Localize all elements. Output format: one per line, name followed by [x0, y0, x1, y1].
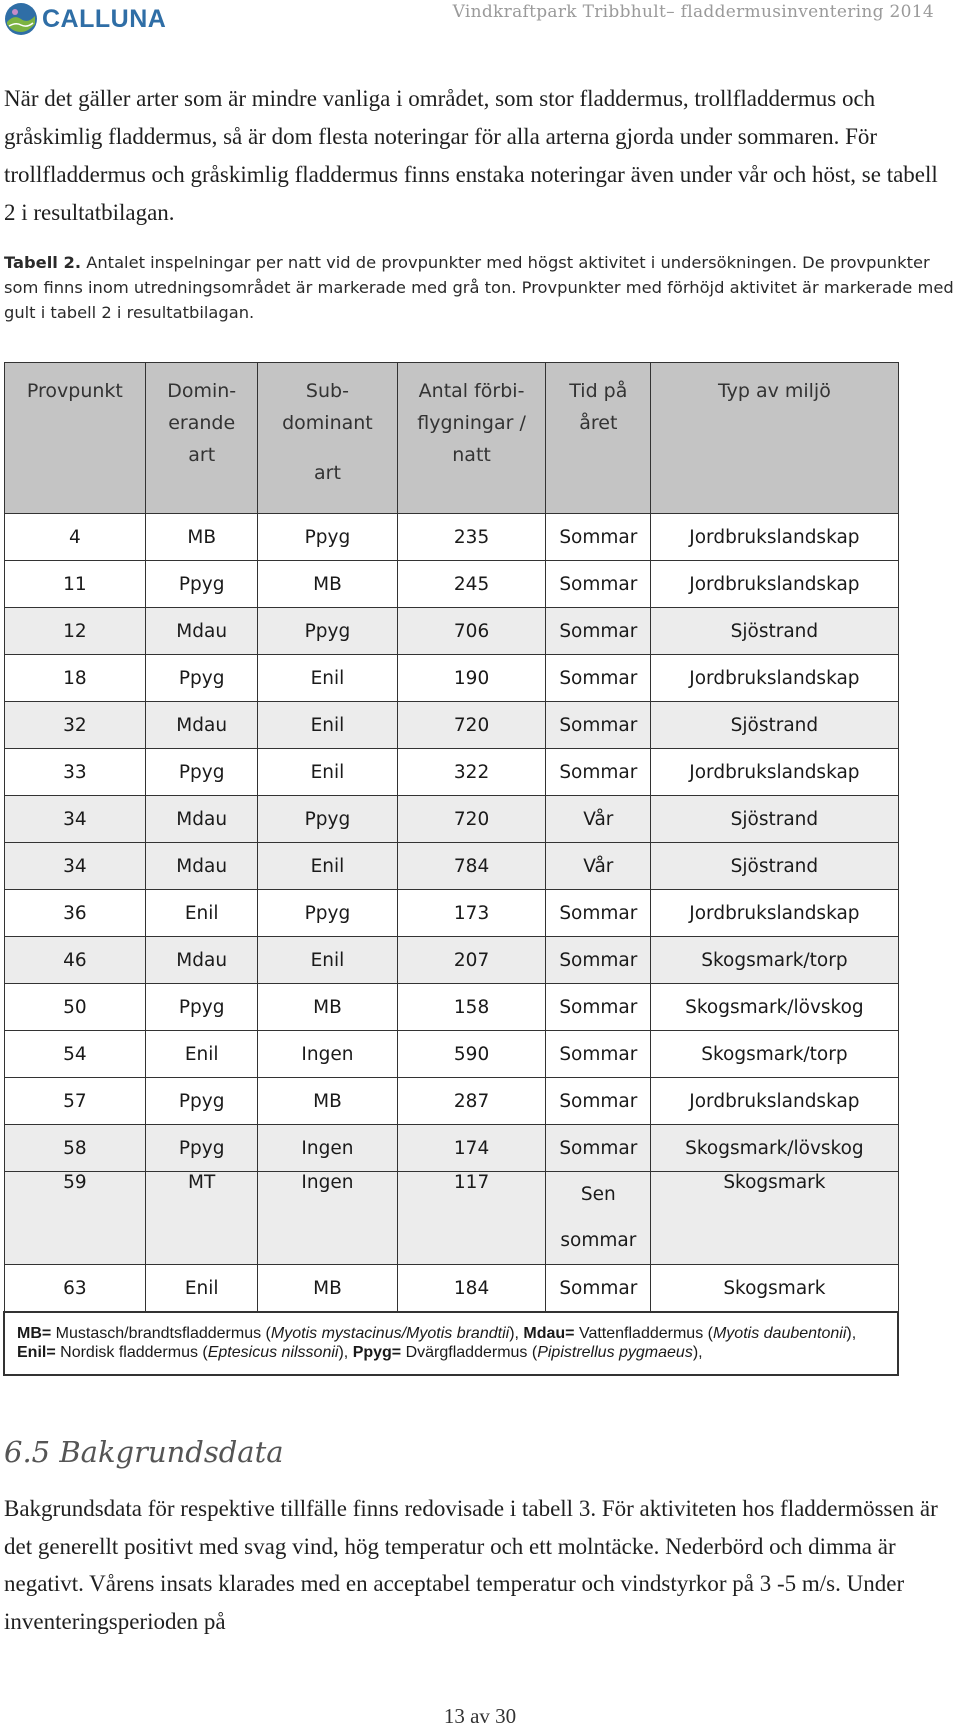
- table-cell: Sommar: [546, 702, 651, 749]
- table-cell: 33: [4, 749, 146, 796]
- table-cell: Ppyg: [258, 608, 398, 655]
- table-text: art: [313, 462, 341, 484]
- table-cell: 34: [4, 843, 146, 890]
- page-number: 13 av 30: [443, 1704, 517, 1728]
- header-tid-pa-aret: [546, 363, 651, 514]
- table-text: Mustasch/brandtsfladdermus (: [51, 1325, 271, 1342]
- table-cell: Sommar: [546, 1031, 651, 1078]
- table-row: [4, 1125, 898, 1172]
- table-cell: Jordbrukslandskap: [651, 890, 898, 937]
- intro-paragraph: När det gäller arter som är mindre vanliga i området, som stor fladdermus, trollfladdermus och gråskimlig fladdermus, så är dom flesta noteringar för alla arterna gjorda under sommaren. För trollfladdermus och gråskimlig fladdermus finns enstaka noteringar även under vår och höst, se tabell 2 i resultatbilagan.: [4, 86, 938, 225]
- table-cell: 57: [4, 1078, 146, 1125]
- table-row: [4, 1265, 898, 1313]
- table-cell: 207: [397, 937, 546, 984]
- table-text: Sub-: [305, 380, 349, 402]
- header-subdominant-art: [258, 363, 398, 514]
- table-row: [4, 514, 898, 561]
- table-text: Vattenfladdermus (: [574, 1325, 713, 1342]
- table-cell: Skogsmark/lövskog: [651, 1125, 898, 1172]
- table-text: Tid på: [569, 380, 628, 402]
- table-cell: Sommar: [546, 514, 651, 561]
- table-text: Mdau=: [523, 1325, 575, 1342]
- table-cell: Mdau: [146, 937, 258, 984]
- table-text: Myotis daubentonii: [712, 1325, 847, 1342]
- table-cell: Sjöstrand: [651, 843, 898, 890]
- table-cell: Skogsmark/torp: [651, 937, 898, 984]
- header-dominerande-art: [146, 363, 258, 514]
- table-cell: Sommar: [546, 890, 651, 937]
- table-text: Ppyg=: [352, 1344, 402, 1361]
- table-cell: Sommar: [546, 608, 651, 655]
- table-text: MB=: [17, 1325, 52, 1342]
- table-cell: Enil: [146, 1265, 258, 1313]
- table-cell: 36: [4, 890, 146, 937]
- table-cell: Vår: [546, 796, 651, 843]
- bat-activity-table: [3, 362, 899, 1376]
- table-cell: 117: [397, 1172, 546, 1265]
- table-cell: MT: [146, 1172, 258, 1265]
- table-row: [4, 608, 898, 655]
- table-cell: Sjöstrand: [651, 608, 898, 655]
- table-cell: Sommar: [546, 655, 651, 702]
- table-row: [4, 561, 898, 608]
- table-text: Pipistrellus pygmaeus: [537, 1344, 693, 1361]
- table-row: [4, 702, 898, 749]
- table-text: art: [188, 444, 216, 466]
- table-cell: Sommar: [546, 1265, 651, 1313]
- table-cell: MB: [258, 984, 398, 1031]
- table-text: Domin-: [167, 380, 237, 402]
- header-antal-forbiflygningar: [397, 363, 546, 514]
- table-row: [4, 890, 898, 937]
- table-cell: 245: [397, 561, 546, 608]
- table-text: flygningar /: [417, 412, 526, 434]
- table-cell: MB: [258, 561, 398, 608]
- table-cell: Ppyg: [258, 890, 398, 937]
- table-cell: Jordbrukslandskap: [651, 561, 898, 608]
- table-cell: 190: [397, 655, 546, 702]
- table-cell: Sommar: [546, 937, 651, 984]
- table-row: [4, 796, 898, 843]
- table-cell: Vår: [546, 843, 651, 890]
- table-text: Eptesicus nilssonii: [207, 1344, 339, 1361]
- table-cell: Ppyg: [146, 1078, 258, 1125]
- table-cell: Sjöstrand: [651, 796, 898, 843]
- table-text: Myotis mystacinus/Myotis brandtii: [270, 1325, 510, 1342]
- table-text: året: [579, 412, 618, 434]
- table-cell: Mdau: [146, 608, 258, 655]
- table-cell: 11: [4, 561, 146, 608]
- table-cell: Skogsmark: [651, 1265, 898, 1313]
- table-row: [4, 1031, 898, 1078]
- table-text: Dvärgfladdermus (: [401, 1344, 538, 1361]
- table-cell: 720: [397, 702, 546, 749]
- table-cell: Ingen: [258, 1172, 398, 1265]
- table-text: Antal förbi-: [418, 380, 525, 402]
- table-cell: Mdau: [146, 843, 258, 890]
- table-text: Enil=: [17, 1344, 56, 1361]
- table-cell: Sommar: [546, 1125, 651, 1172]
- table-cell: Sommar: [546, 561, 651, 608]
- table-cell: Enil: [146, 890, 258, 937]
- table-cell: 706: [397, 608, 546, 655]
- table-cell: Sommar: [546, 984, 651, 1031]
- table-cell: Jordbrukslandskap: [651, 514, 898, 561]
- calluna-logo: [4, 2, 166, 36]
- table-cell: Ppyg: [146, 749, 258, 796]
- table-cell: Enil: [258, 937, 398, 984]
- table-row: [4, 655, 898, 702]
- table-cell: 58: [4, 1125, 146, 1172]
- table-cell: MB: [258, 1265, 398, 1313]
- table-row: [4, 937, 898, 984]
- table-cell: 235: [397, 514, 546, 561]
- table-legend-row: [4, 1312, 898, 1375]
- table-cell: Ppyg: [146, 561, 258, 608]
- table-row: [4, 749, 898, 796]
- table-cell: 184: [397, 1265, 546, 1313]
- table-text: dominant: [282, 412, 373, 434]
- table-row: [4, 984, 898, 1031]
- table-cell: Enil: [146, 1031, 258, 1078]
- table-cell: 18: [4, 655, 146, 702]
- table-cell: 50: [4, 984, 146, 1031]
- table-cell: 46: [4, 937, 146, 984]
- table-row: [4, 1078, 898, 1125]
- table-cell: Ppyg: [146, 1125, 258, 1172]
- table-cell: Enil: [258, 843, 398, 890]
- species-legend: MB= Mustasch/brandtsfladdermus (Myotis mystacinus/Myotis brandtii), Mdau= Vattenfladdermus (Myotis daubentonii), Enil= Nordisk fladdermus (Eptesicus nilssonii), Ppyg= Dvärgfladdermus (Pipistrellus pygmaeus),: [4, 1312, 898, 1375]
- table-cell: Sjöstrand: [651, 702, 898, 749]
- table-cell: 173: [397, 890, 546, 937]
- table-cell: Sen sommar: [546, 1172, 651, 1265]
- table-cell: Ingen: [258, 1031, 398, 1078]
- table-cell: MB: [258, 1078, 398, 1125]
- table-cell: 4: [4, 514, 146, 561]
- table-cell: 784: [397, 843, 546, 890]
- table-cell: 158: [397, 984, 546, 1031]
- header-typ-av-miljo: [651, 363, 898, 514]
- table-cell: 322: [397, 749, 546, 796]
- logo-text: CALLUNA: [42, 4, 167, 33]
- table-cell: Jordbrukslandskap: [651, 749, 898, 796]
- table-cell: Ppyg: [146, 655, 258, 702]
- table-cell: 287: [397, 1078, 546, 1125]
- table-cell: Skogsmark: [651, 1172, 898, 1265]
- table-cell: 63: [4, 1265, 146, 1313]
- table-cell: Mdau: [146, 796, 258, 843]
- table-cell: Ppyg: [146, 984, 258, 1031]
- table-cell: Jordbrukslandskap: [651, 655, 898, 702]
- calluna-logo-icon: [4, 2, 38, 36]
- table-cell: Ppyg: [258, 514, 398, 561]
- table-cell: Enil: [258, 749, 398, 796]
- section-heading: 6.5 Bakgrundsdata: [4, 1435, 284, 1469]
- table-cell: 32: [4, 702, 146, 749]
- table-cell: 12: [4, 608, 146, 655]
- table-cell: 720: [397, 796, 546, 843]
- table-cell: 34: [4, 796, 146, 843]
- table-cell: MB: [146, 514, 258, 561]
- table-cell: Sommar: [546, 749, 651, 796]
- table-cell: Skogsmark/torp: [651, 1031, 898, 1078]
- table-cell: Jordbrukslandskap: [651, 1078, 898, 1125]
- table-text: Provpunkt: [26, 380, 123, 402]
- page-header: [0, 0, 960, 40]
- table-text: Nordisk fladdermus (: [55, 1344, 208, 1361]
- header-provpunkt: [4, 363, 146, 514]
- caption-text: Antalet inspelningar per natt vid de provpunkter med högst aktivitet i undersökningen. De provpunkter som finns inom utredningsområdet är markerade med grå ton. Provpunkter med förhöjd aktivitet är markerade med gult i tabell 2 i resultatbilagan.: [4, 253, 954, 322]
- table-header-row: [4, 363, 898, 514]
- table-cell: Enil: [258, 655, 398, 702]
- table-cell: Sommar: [546, 1078, 651, 1125]
- table-cell: 59: [4, 1172, 146, 1265]
- table-cell: Ppyg: [258, 796, 398, 843]
- table-cell: Ingen: [258, 1125, 398, 1172]
- table-text: natt: [452, 444, 491, 466]
- table-cell: Mdau: [146, 702, 258, 749]
- table-row: [4, 1172, 898, 1265]
- caption-label: Tabell 2.: [4, 253, 82, 272]
- bakgrund-paragraph: Bakgrundsdata för respektive tillfälle finns redovisade i tabell 3. För aktiviteten hos fladdermössen är det generellt positivt med svag vind, hög temperatur och ett molntäcke. Nederbörd och dimma är negativt. Vårens insats klarades med en acceptabel temperatur och vindstyrkor på 3 -5 m/s. Under inventeringsperioden på: [4, 1496, 938, 1634]
- table-cell: Skogsmark/lövskog: [651, 984, 898, 1031]
- table-text: erande: [168, 412, 236, 434]
- table-cell: Enil: [258, 702, 398, 749]
- table-cell: 54: [4, 1031, 146, 1078]
- table-text: Typ av miljö: [717, 380, 831, 402]
- table-cell: 590: [397, 1031, 546, 1078]
- document-title: Vindkraftpark Tribbhult– fladdermusinventering 2014: [452, 2, 934, 22]
- table-caption: [4, 250, 954, 325]
- table-row: [4, 843, 898, 890]
- table-cell: 174: [397, 1125, 546, 1172]
